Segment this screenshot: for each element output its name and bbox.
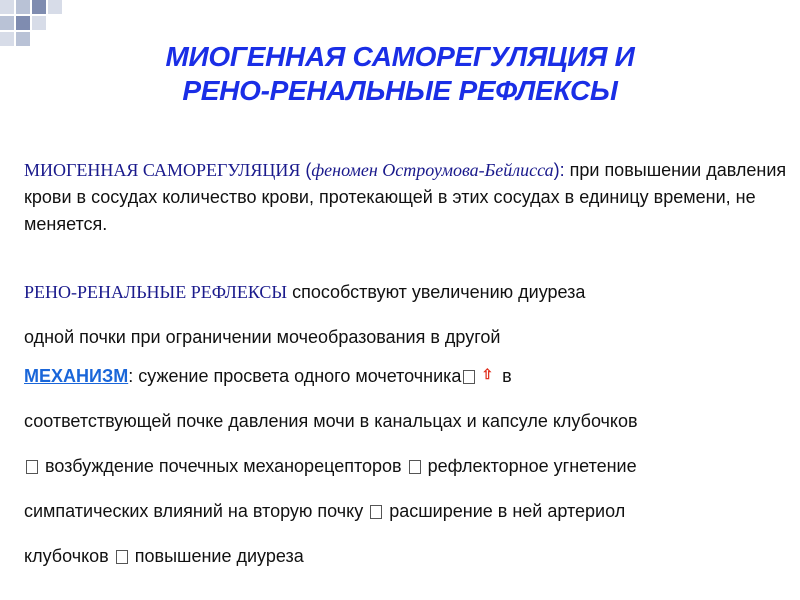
- mechanism-text-3: соответствующей почке давления мочи в канальцах и капсуле клубочков: [24, 411, 638, 431]
- mechanism-colon: :: [128, 366, 134, 386]
- reno-renal-text-1: способствуют увеличению диуреза: [287, 282, 586, 302]
- myogenic-definition: при повышении давления крови в сосудах количество крови, протекающей в этих сосудах в единицу времени, не меняется.: [24, 160, 787, 234]
- mechanism-text-6: симпатических влияний на вторую почку: [24, 501, 369, 521]
- myogenic-section: [24, 157, 792, 238]
- title-line-2: РЕНО-РЕНАЛЬНЫЕ РЕФЛЕКСЫ: [182, 75, 618, 106]
- myogenic-term: МИОГЕННАЯ САМОРЕГУЛЯЦИЯ: [24, 160, 301, 180]
- missing-glyph-icon: [409, 460, 421, 474]
- decor-square: [48, 0, 62, 14]
- up-arrow-icon: ⇧: [481, 366, 494, 382]
- missing-glyph-icon: [370, 505, 382, 519]
- decor-square: [16, 16, 30, 30]
- missing-glyph-icon: [116, 550, 128, 564]
- paren-open: (: [300, 160, 312, 180]
- mechanism-text-2: в: [497, 366, 512, 386]
- mechanism-text-4: возбуждение почечных механорецепторов: [40, 456, 407, 476]
- mechanism-text-8: клубочков: [24, 546, 114, 566]
- mechanism-label: МЕХАНИЗМ: [24, 366, 129, 386]
- missing-glyph-icon: [26, 460, 38, 474]
- reno-renal-section: [24, 270, 792, 360]
- decor-square: [16, 32, 30, 46]
- decor-square: [32, 0, 46, 14]
- decor-square: [16, 0, 30, 14]
- reno-renal-text-2: одной почки при ограничении мочеобразования в другой: [24, 327, 501, 347]
- mechanism-text-7: расширение в ней артериол: [384, 501, 626, 521]
- decor-square: [0, 16, 14, 30]
- missing-glyph-icon: [463, 370, 475, 384]
- mechanism-text-1: сужение просвета одного мочеточника: [133, 366, 462, 386]
- phenomenon-name: феномен Остроумова-Бейлисса: [311, 160, 554, 180]
- mechanism-text-5: рефлекторное угнетение: [422, 456, 637, 476]
- reno-renal-term: РЕНО-РЕНАЛЬНЫЕ РЕФЛЕКСЫ: [24, 282, 288, 302]
- mechanism-section: [24, 352, 792, 579]
- decor-square: [0, 0, 14, 14]
- paren-close: ):: [553, 160, 565, 180]
- slide-title: [100, 40, 700, 108]
- decor-square: [0, 32, 14, 46]
- title-line-1: МИОГЕННАЯ САМОРЕГУЛЯЦИЯ И: [165, 41, 635, 72]
- mechanism-text-9: повышение диуреза: [129, 546, 304, 566]
- decor-square: [32, 16, 46, 30]
